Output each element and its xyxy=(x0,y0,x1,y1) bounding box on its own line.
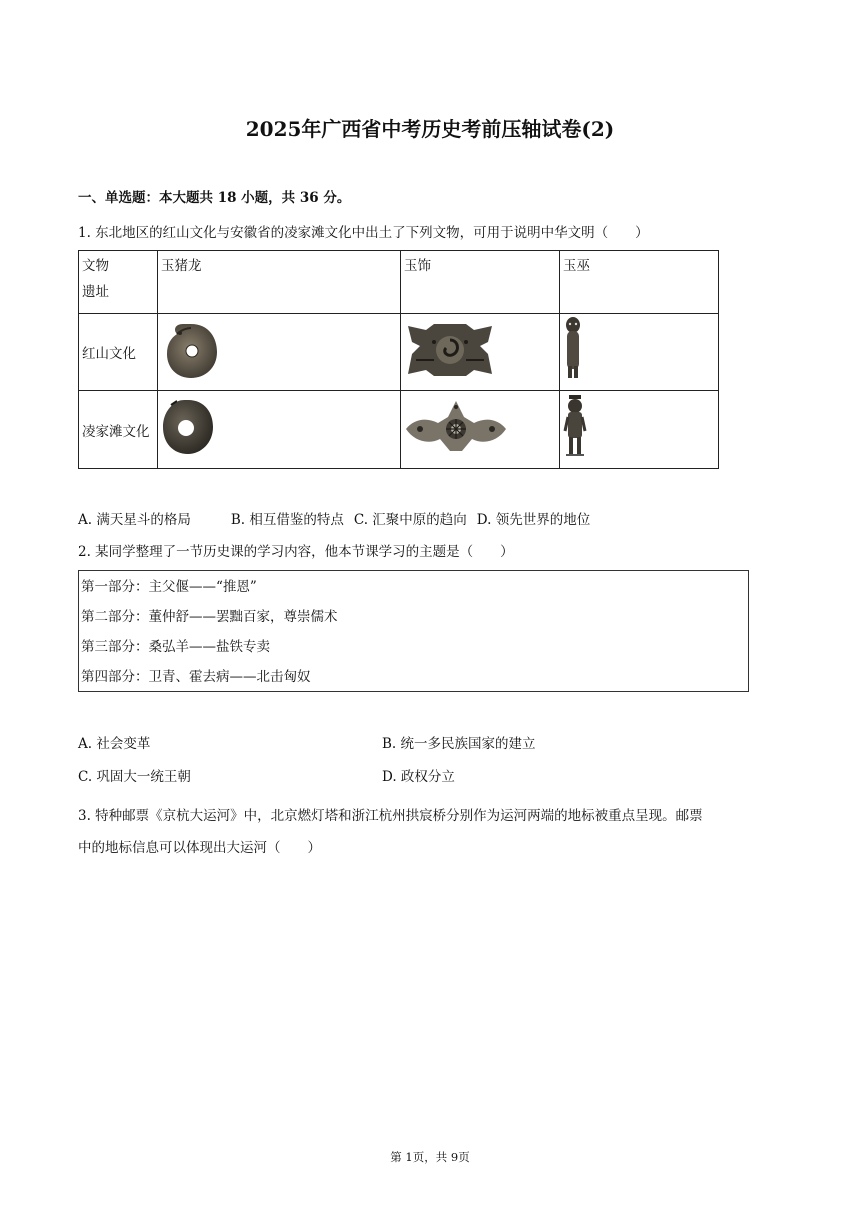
question-3-stem xyxy=(78,800,778,864)
cell-lingjiatan-ornament xyxy=(401,391,560,469)
question-1-options xyxy=(78,509,600,531)
material-line-2: 第二部分：董仲舒——罢黜百家，尊崇儒术 xyxy=(81,609,338,625)
corner-bottom-label: 遗址 xyxy=(82,284,109,300)
jade-shaman-image xyxy=(563,316,583,380)
question-2-stem: 2. 某同学整理了一节历史课的学习内容，他本节课学习的主题是（ ） xyxy=(78,544,514,560)
cell-hongshan-ornament xyxy=(401,314,560,391)
row-label-hongshan: 红山文化 xyxy=(79,314,158,391)
artifact-table xyxy=(78,250,719,469)
table-corner-cell xyxy=(79,251,158,314)
q2-option-b[interactable]: B. 统一多民族国家的建立 xyxy=(382,736,536,752)
question-2-material-box xyxy=(78,570,749,692)
jade-ornament-image xyxy=(404,320,496,380)
material-line-3: 第三部分：桑弘羊——盐铁专卖 xyxy=(81,639,270,655)
question-1-stem: 1. 东北地区的红山文化与安徽省的凌家滩文化中出土了下列文物，可用于说明中华文明（ ） xyxy=(78,225,649,241)
column-header-jade-shaman: 玉巫 xyxy=(560,251,719,314)
column-header-jade-pig-dragon: 玉猪龙 xyxy=(158,251,401,314)
question-3-line-2: 中的地标信息可以体现出大运河（ ） xyxy=(78,840,321,856)
row-label-lingjiatan: 凌家滩文化 xyxy=(79,391,158,469)
jade-eagle-image xyxy=(404,395,508,457)
jade-figure-image xyxy=(563,393,587,459)
section-heading: 一、单选题：本大题共 18 小题，共 36 分。 xyxy=(78,190,351,206)
q2-option-c[interactable]: C. 巩固大一统王朝 xyxy=(78,769,191,785)
q2-option-a[interactable]: A. 社会变革 xyxy=(78,736,151,752)
q1-option-b[interactable]: B. 相互借鉴的特点 xyxy=(230,512,344,528)
jade-pig-dragon-image xyxy=(161,318,221,384)
q1-option-d[interactable]: D. 领先世界的地位 xyxy=(476,512,591,528)
cell-hongshan-shaman xyxy=(560,314,719,391)
material-line-4: 第四部分：卫青、霍去病——北击匈奴 xyxy=(81,669,311,685)
page-title: 2025年广西省中考历史考前压轴试卷(2) xyxy=(245,117,615,141)
cell-lingjiatan-shaman xyxy=(560,391,719,469)
q2-option-d[interactable]: D. 政权分立 xyxy=(382,769,455,785)
page-footer: 第 1页，共 9页 xyxy=(390,1150,470,1164)
corner-top-label: 文物 xyxy=(82,258,109,274)
material-line-1: 第一部分：主父偃——“推恩” xyxy=(81,579,257,595)
q1-option-a[interactable]: A. 满天星斗的格局 xyxy=(78,512,191,528)
question-3-line-1: 3. 特种邮票《京杭大运河》中，北京燃灯塔和浙江杭州拱宸桥分别作为运河两端的地标被重点呈现。邮票 xyxy=(78,808,703,824)
column-header-jade-ornament: 玉饰 xyxy=(401,251,560,314)
cell-hongshan-pig-dragon xyxy=(158,314,401,391)
jade-ring-image xyxy=(161,397,215,457)
cell-lingjiatan-pig-dragon xyxy=(158,391,401,469)
q1-option-c[interactable]: C. 汇聚中原的趋向 xyxy=(353,512,467,528)
